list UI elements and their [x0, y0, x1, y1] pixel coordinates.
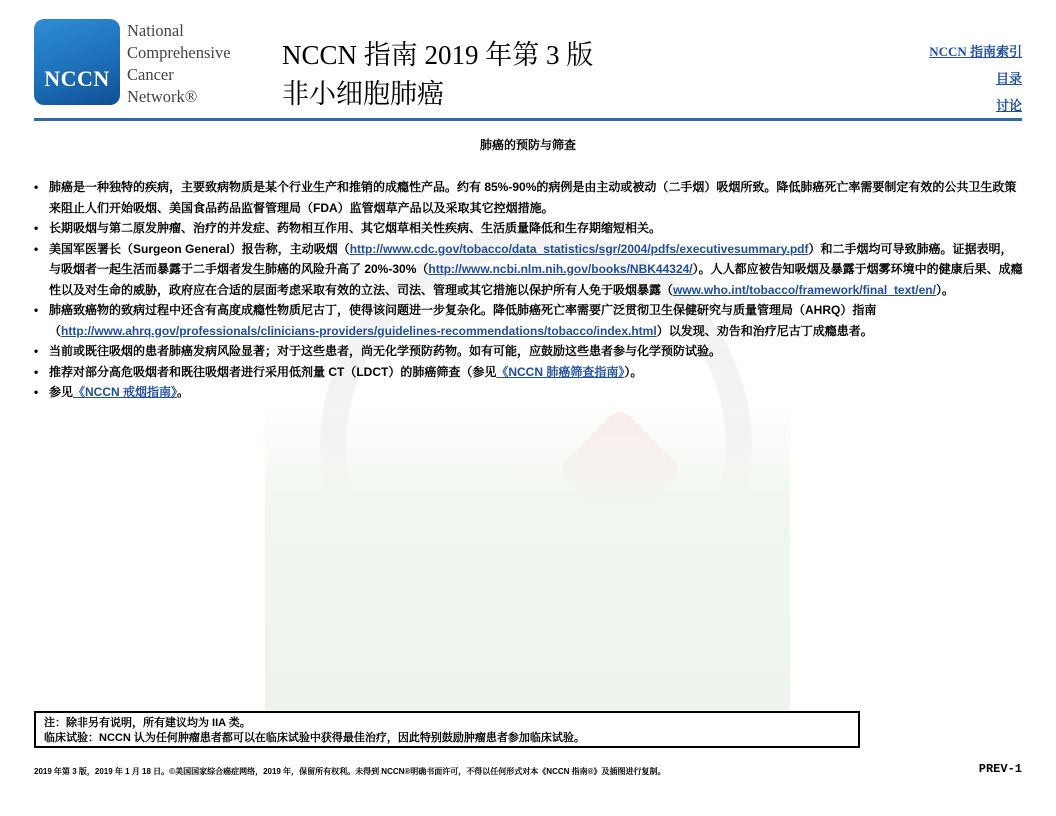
list-item	[34, 382, 1024, 403]
who-framework-link[interactable]: www.who.int/tobacco/framework/final_text/en/	[673, 282, 936, 297]
discussion-link[interactable]: 讨论	[995, 98, 1022, 113]
note-box	[34, 711, 860, 748]
org-line: Comprehensive	[127, 43, 231, 62]
cdc-report-link[interactable]: http://www.cdc.gov/tobacco/data_statistics/sgr/2004/pdfs/executivesummary.pdf	[349, 241, 809, 256]
ahrq-guideline-link[interactable]: http://www.ahrq.gov/professionals/clinicians-providers/guidelines-recommendations/tobacco/index.html	[61, 323, 657, 338]
ncbi-book-link[interactable]: http://www.ncbi.nlm.nih.gov/books/NBK44324/	[428, 262, 693, 276]
smoking-cessation-guideline-link[interactable]: 《NCCN 戒烟指南》	[73, 385, 178, 399]
logo-text: NCCN	[44, 66, 110, 91]
section-title: 肺癌的预防与筛查	[479, 138, 576, 152]
list-item	[34, 239, 1024, 301]
list-item	[34, 218, 1024, 239]
bullet-text: 肺癌致癌物的致病过程中还含有高度成瘾性物质尼古丁，使得该问题进一步复杂化。降低肺癌死亡率需要广泛贯彻卫生保健研究与质量管理局（AHRQ）指南（	[49, 303, 877, 338]
nccn-logo	[34, 19, 120, 105]
table-of-contents-link[interactable]: 目录	[995, 71, 1022, 86]
bullet-list	[34, 177, 1024, 403]
list-item	[34, 177, 1024, 218]
org-line: National	[127, 21, 184, 40]
header-divider	[34, 118, 1022, 121]
page-code: PREV-1	[978, 762, 1022, 776]
bullet-text: ）和二手烟均可导致肺癌。证据表明，与吸烟者一起生活而暴露于二手烟者发生肺癌的风险升高了 20%-30%（	[49, 241, 1013, 276]
org-line: Cancer	[127, 65, 174, 84]
header-links	[929, 38, 1022, 119]
list-item	[34, 362, 1024, 383]
footer-copyright: 2019 年第 3 版，2019 年 1 月 18 日。©美国国家综合癌症网络，2019 年，保留所有权利。未得到 NCCN®明确书面许可，不得以任何形式对本《NCCN 指南®》及插图进行复制。	[34, 767, 666, 776]
guidelines-index-link[interactable]: NCCN 指南索引	[929, 44, 1022, 59]
bullet-text: 参见	[49, 385, 74, 399]
bullet-text: 当前或既往吸烟的患者肺癌发病风险显著；对于这些患者，尚无化学预防药物。如有可能，应鼓励这些患者参与化学预防试验。	[49, 344, 722, 358]
note-category: 注：除非另有说明，所有建议均为 IIA 类。	[44, 717, 251, 729]
bullet-text: 推荐对部分高危吸烟者和既往吸烟者进行采用低剂量 CT（LDCT）的肺癌筛查（参见	[49, 364, 497, 379]
document-title	[282, 36, 593, 114]
list-item	[34, 300, 1024, 341]
lung-screening-guideline-link[interactable]: 《NCCN 肺癌筛查指南》	[496, 364, 625, 379]
bullet-text: 美国军医署长（Surgeon General）报告称，主动吸烟（	[49, 241, 350, 256]
organization-name	[127, 20, 231, 108]
watermark-panel	[265, 400, 790, 710]
bullet-text: ）。人人都应被告知吸烟及暴露于烟雾环境中的健康后果、成瘾性以及对生命的威胁，政府应在合适的层面考虑采取有效的立法、司法、管理或其它措施以保护所有人免于吸烟暴露（	[49, 262, 1023, 297]
bullet-text: ）以发现、劝告和治疗尼古丁成瘾患者。	[656, 323, 873, 338]
watermark-heart	[556, 406, 683, 533]
title-line-2: 非小细胞肺癌	[282, 79, 444, 109]
bullet-text: ）。	[935, 282, 954, 297]
org-line: Network®	[127, 87, 198, 106]
bullet-text: 长期吸烟与第二原发肿瘤、治疗的并发症、药物相互作用、其它烟草相关性疾病、生活质量降低和生存期缩短相关。	[49, 221, 662, 235]
note-clinical-trials: 临床试验：NCCN 认为任何肿瘤患者都可以在临床试验中获得最佳治疗，因此特别鼓励肿瘤患者参加临床试验。	[44, 732, 585, 744]
bullet-text: 肺癌是一种独特的疾病，主要致病物质是某个行业生产和推销的成瘾性产品。约有 85%-90%的病例是由主动或被动（二手烟）吸烟所致。降低肺癌死亡率需要制定有效的公共卫生政策来阻止人们开始吸烟、美国食品药品监督管理局（FDA）监管烟草产品以及采取其它控烟措施。	[49, 180, 1017, 215]
bullet-text: 。	[177, 385, 190, 399]
list-item	[34, 341, 1024, 362]
title-line-1: NCCN 指南 2019 年第 3 版	[282, 40, 594, 70]
bullet-text: ）。	[624, 364, 643, 379]
